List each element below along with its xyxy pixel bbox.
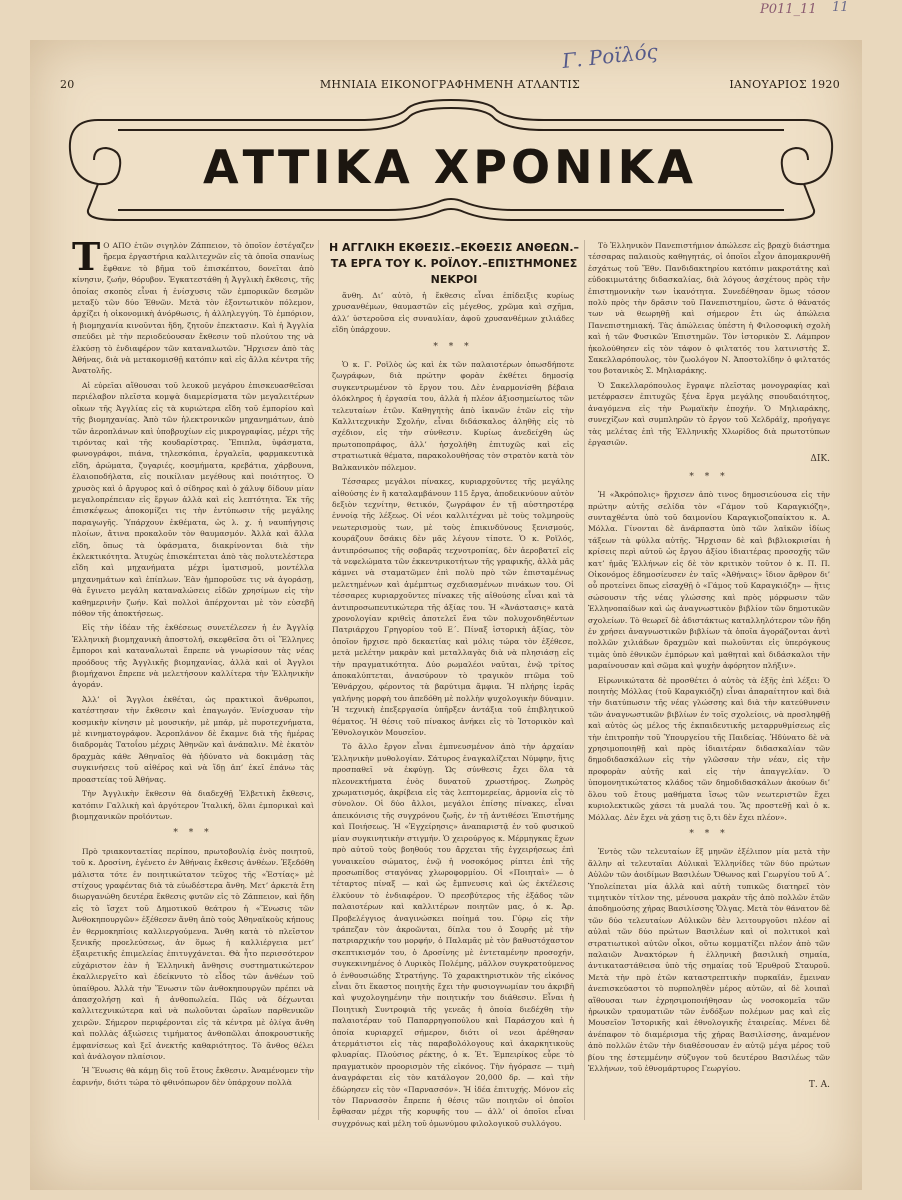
paragraph: Ἡ «Ἀκρόπολις» ἤρχισεν ἀπὸ τινος δημοσιεύουσα εἰς τὴν πρώτην αὐτῆς σελίδα τὸν «Γάμον τοῦ Καραγκιόζη», συνταχθέντα ὑπὸ τοῦ δαιμονίου Καραγκιοζοπαίκτου κ. Α. Μόλλα. Γίνονται δὲ ἀνάρπαστα ὑπὸ τῶν λαϊκῶν ἰδίως τάξεων τὰ φύλλα αὐτῆς. Ἤρχισαν δὲ καὶ βιβλιοκρισίαι ἡ κρίσεις περὶ αὐτοῦ ὡς ἔργου ἀξίου ἰδιαιτέρας προσοχῆς τῶν κατ’ ἡμᾶς Ἑλλήνων εἰς δὲ τὸν κριτικὸν τοῦτον ὁ κ. Π. Π. Οἰκονόμος ἐδημοσίευσεν ἐν ταῖς «Ἀθήναις» ἴδιον ἄρθρον δι’ οὗ προτείνει ὅπως εἰσαχθῇ ὁ «Γάμος τοῦ Καραγκιόζη» — ἥτις σώσουσιν τῆς νέας γλώσσης καὶ πρὸς μόρφωσιν τῶν Ἑλληνοπαίδων καὶ ὡς ἀναγνωστικὸν βιβλίον τῶν δημοτικῶν σχολείων. Τὸ θεωρεῖ δὲ ἀδιστάκτως καταλληλότερον τῶν ἤδη ἐν χρήσει ἀναγνωστικῶν βιβλίων τὰ ὁποῖα ἀγοράζονται ἀντὶ πολλῶν χιλιάδων δραχμῶν καὶ πωλοῦνται εἰς ὑπερόγκους τιμὰς ὑπὸ ἐθνικῶν ἐμπόρων καὶ μαθηταὶ καὶ διδάσκαλοι τὴν μαραίνουσαν καὶ σῶμα καὶ ψυχὴν ἀφόρητον πλήξιν». (588, 490, 830, 671)
paragraph: Ἀλλ’ οἱ Ἄγγλοι ἐκθέται, ὡς πρακτικοὶ ἄνθρωποι, κατέστησαν τὴν ἔκθεσιν καὶ ἐπαγωγόν. Ἐνίσχυσαν τὴν κοσμικὴν κίνησιν μὲ μουσικήν, μὲ μπάρ, μὲ πυροτεχνήματα, μὲ κινηματογράφον. Ἀεροπλάνον δὲ ἔκαμνε διὰ τῆς ἡμέρας διαδρομὰς Τατοΐου μέχρις Ἀθηνῶν καὶ ἀνάπαλιν. Μὲ ἐκατὸν δραχμὰς κάθε Ἀθηναῖος θὰ ἠδύνατο νὰ δοκιμάσῃ τὰς συγκινήσεις τοῦ αἰθέρος καὶ νὰ ἴδῃ ἀπ’ ἐκεῖ ἐπάνω τὰς προαστείας τοῦ Ἀθήνας. (72, 694, 314, 784)
magazine-name: ΜΗΝΙΑΙΑ ΕΙΚΟΝΟΓΡΑΦΗΜΕΝΗ ΑΤΛΑΝΤΙΣ (319, 78, 581, 91)
section-separator: * * * (689, 828, 729, 839)
paragraph: Ὁ Σακελλαρόπουλος ἔγραψε πλεῖστας μονογραφίας καὶ μετέφρασεν ἐπιτυχῶς ξένα ἔργα μεγάλης σπουδαιότητος, ἀναγόμενα εἰς τὴν Ρωμαϊκὴν ἐποχήν. Ὁ Μηλιαράκης, συνεχίζων καὶ συμπληρῶν τὸ ἔργον τοῦ Χελδράϊχ, προήγαγε τὰς μελέτας ἐπὶ τῆς Ἑλληνικῆς Χλωρίδος διὰ πρωτοτύπων ἐργασιῶν. (588, 380, 830, 447)
paragraph: Ἡ Ἕνωσις θὰ κάμῃ δὶς τοῦ ἔτους ἔκθεσιν. Ἀναμένομεν τὴν ἐαρινήν, διότι τώρα τὸ φθινόπωρον δὲν ὑπάρχουν πολλὰ (72, 1066, 314, 1087)
paragraph: Ἐντὸς τῶν τελευταίων ἓξ μηνῶν ἐξέλιπον μία μετὰ τὴν ἄλλην αἱ τελευταῖαι Αὐλικαὶ Ἑλληνίδες τῶν δύο πρώτων Αὐλῶν τῶν ἀοιδίμων Βασιλέων Ὄθωνος καὶ Γεωργίου τοῦ Α΄. Ὑπολείπεται μία ἀλλὰ καὶ αὐτὴ τυπικῶς διατηρεῖ τὸν τιμητικὸν τίτλον της, μένουσα μακρὰν τῆς ἀπὸ πολλῶν ἐτῶν ἀποδημούσης χήρας Βασιλίσσης Ὄλγας. Μετὰ τὸν θάνατον δὲ τῶν δύο τελευταίων Αὐλικῶν δὲν λειτουργοῦσι πλέον αἱ αὐλαὶ τῶν δύο πρώτων Βασιλέων καὶ οἱ πολιτικοὶ καὶ στρατιωτικοὶ αὐτῶν οἶκοι, οὕτω κομματίζει πλέον ἀπὸ τῶν παλαιῶν Ἀνακτόρων ἡ ἑλληνικὴ βασιλικὴ σημαία, ἀντικαταστάθεισα ὑπὸ τῆς σημαίας τοῦ Ἐρυθροῦ Σταυροῦ. Μετὰ τὴν πρὸ ἐτῶν καταστρεπτικὴν πυρκαϊάν, ἔμειναν ἀνεπισκεύαστοι τὸ πυρποληθὲν μέρος αὐτῶν, αἱ δὲ λοιπαὶ αἴθουσαι των ἐχρησιμοποιήθησαν ὡς νοσοκομεῖα τῶν ἡρωικῶν τραυματιῶν τῶν ἐνδόξων πολέμων μας καὶ εἰς Μουσεῖον Ἱστορικῆς καὶ ἐθνολογικῆς ἑταιρείας. Μένει δὲ ἀνέπαφον τὸ διαμέρισμα τῆς χήρας Βασιλίσσης, ἀναμένον ἀπὸ πολλῶν ἐτῶν τὴν διαθέσουσαν ἐν αὐτῷ μέγα μέρος τοῦ βίου της ἐστεμμένην σύζυγον τοῦ δευτέρου Βασιλέως τῶν Ἑλλήνων, τοῦ ἐθνομάρτυρος Γεωργίου. (588, 847, 830, 1074)
column-divider (318, 240, 319, 1120)
paragraph: Εἰρωνικώτατα δὲ προσθέτει ὁ αὐτὸς τὰ ἑξῆς ἐπὶ λέξει: Ὁ ποιητὴς Μόλλας (τοῦ Καραγκιόζη) εἶναι ἀπαραίτητον καὶ διὰ τὴν διατύπωσιν τῆς νέας γλώσσης καὶ διὰ τὴν κατεύθυνσιν τῶν ἀναγνωστικῶν βιβλίων ἐν τοῖς σχολείοις, νὰ προσληφθῇ καὶ αὐτὸς ὡς μέλος τῆς ἐκπαιδευτικῆς μεταρρυθμίσεως εἰς τὴν ἐπιτροπὴν τοῦ Ὑπουργείου τῆς Παιδείας. Ἠδύνατο δὲ νὰ χρησιμοποιηθῇ καὶ πρὸς ἰδιαιτέραν διδασκαλίαν τῶν δημοδιδασκάλων εἰς τὴν γλῶσσαν τὴν νέαν, εἰς τὴν προφορὰν αὐτῆς καὶ εἰς τὴν ἀπαγγελίαν. Ὁ ὑπομονητικώτατος κλάδος τῶν δημοδιδασκάλων ἀκούων δι’ ὅλου τοῦ ἔτους μαθήματα ἴσως τῶν νεωτεριστῶν ἔχει κυριολεκτικῶς χάσει τὰ μυαλά του. Ἂς προστεθῇ καὶ ὁ κ. Μόλλας. Δὲν ἔχει νὰ χάσῃ τις ὅ,τι δὲν ἔχει πλέον». (588, 675, 830, 822)
sheet-number-annotation: 11 (832, 0, 849, 15)
page-number: 20 (60, 78, 75, 91)
paragraph: Εἰς τὴν ἰδέαν τῆς ἐκθέσεως συνετέλεσεν ἡ ἐν Ἀγγλίᾳ Ἑλληνικὴ βιομηχανικὴ ἀποστολή, σκεφθεῖσα ὅτι οἱ Ἕλληνες ἔμποροι καὶ καταναλωταὶ ἔπρεπε νὰ γνωρίσουν τὰς νέας προόδους τῆς Ἀγγλικῆς βιομηχανίας, ἀλλὰ καὶ οἱ Ἀγγλοι βιομήχανοι ἔπρεπε νὰ μελετήσουν καλλίτερα τὴν Ἑλληνικὴν ἀγοράν. (72, 623, 314, 690)
paragraph: Ο ΑΠΟ ἐτῶν σιγηλὸν Ζάππειον, τὸ ὁποῖον ἐστέγαζεν ἤρεμα ἐργαστήρια καλλιτεχνῶν εἰς τὰ ὁποῖα σπανίως ἔφθανε τὸ βῆμα τοῦ ἐπισκέπτου, δονεῖται ἀπὸ κίνησιν, ζωήν, θόρυβον. Ἐγκατεστάθη ἡ Ἀγγλικὴ ἔκθεσις, τῆς ὁποίας σκοπὸς εἶναι ἡ ἐνίσχυσις τῶν ἐμπορικῶν δεσμῶν μεταξὺ τῶν δύο Ἐθνῶν. Μετὰ τὸν ἐξοντωτικὸν πόλεμον, ἀρχίζει ἡ οἰκονομικὴ ἀνόρθωσις, ἡ ἀλληλεγγύη. Τὸ ἐμπόριον, ἡ βιομηχανία κινοῦνται ἤδη, ζητοῦν ἐπεκτασιν. Καὶ ἡ Ἀγγλία σπεύδει μὲ τὴν περιοδεύουσαν ἔκθεσιν τοῦ πλούτου της νὰ ἑλκύσῃ τὸ ἐνδιαφέρον τῶν καταναλωτῶν. Ἤρχισεν ἀπὸ τὰς Ἀθήνας, διὰ νὰ μετακομισθῇ κατόπιν καὶ εἰς ἄλλα κέντρα τῆς Ἀνατολῆς. (72, 241, 314, 376)
paragraph: Τὸ ἄλλο ἔργον εἶναι ἐμπνευσμένον ἀπὸ τὴν ἀρχαίαν Ἑλληνικὴν μυθολογίαν. Σάτυρος ἐναγκαλίζεται Νύμφην, ἥτις προσπαθεῖ νὰ ἐκφύγῃ. Ὡς σύνθεσις ἔχει ὅλα τὰ πλεονεκτήματα ἑνὸς δυνατοῦ χρωστήρος. Ζωηρὸς χρωματισμός, ἀκρίβεια εἰς τὰς λεπτομερείας, ἁρμονία εἰς τὸ σύνολον. Οἱ δύο ἄλλοι, μεγάλοι ἐπίσης πίνακες, εἶναι ἀπεικόνισις τῆς συγχρόνου ζωῆς, ἐν τῇ ἀντιθέσει Ἐπιστήμης καὶ Ποιήσεως. Ἡ «Ἐγχείρησις» ἀναπαριστᾷ ἐν τοῦ φυσικοῦ μίαν συγκινητικὴν στιγμήν. Ὁ χειρούργος κ. Μέρμηγκας ἔχων πρὸ αὐτοῦ τοὺς βοηθούς του ἄρχεται τῆς ἐγχειρήσεως ἐπὶ γυναικείου σώματος, ἐνῷ ἡ νοσοκόμος ρίπτει ἐπὶ τῆς προσωπίδος σταγόνας χλωροφορμίου. Οἱ «Ποιηταὶ» — ὁ τέταρτος πίναξ — καὶ ὡς ἔμπνευσις καὶ ὡς ἐκτέλεσις ἑλκύουν τὸ ἐνδιαφέρον. Ὁ πρεσβύτερος τῆς ἑξάδος τῶν παλαιοτέρων καὶ καλλιτέρων ποιητῶν μας, ὁ κ. Ἀρ. Προβελέγγιος ἀναγινώσκει ποίημά του. Γύρῳ εἰς τὴν τράπεζαν τὸν ἀκροῶνται, δίπλα του ὁ Σουρῆς μὲ τὴν πατριαρχικήν του μορφήν, ὁ Παλαμᾶς μὲ τὸν βαθυστόχαστον σκεπτικισμόν του, ὁ Δροσίνης μὲ ἐντεταμένην προσοχήν, συγκεκινημένος ὁ Λυρικὸς Πολέμης, μᾶλλον συγκρατούμενος ὁ ἐνθουσιώδης Στρατήγης. Τὸ χαρακτηριστικὸν τῆς εἰκόνος εἶναι ὅτι ἕκαστος ποιητὴς ἔχει τὴν φυσιογνωμίαν του ἀκριβῆ καὶ ψυχολογημένην τὴν ποιητικήν του διάθεσιν. Εἶναι ἡ Ποιητικὴ Συντροφιὰ τῆς γενεᾶς ἡ ὁποία διεδέχθη τὴν παλαιοτέραν τοῦ Παπαρρηγοπούλου καὶ Παράσχου καὶ ἡ ὁποία κυριαρχεῖ σήμερον, διότι οἱ νεοι ἀρέθησαν ἀτερμάτιστοι εἰς τὰς παραβολόλογους καὶ ἀκαρκητικοὺς φλυαρίας. Πλούσιος ρέκτης, ὁ κ. Ἐτ. Ἐμπειρίκος εὗρε τὸ πραγματικὸν προορισμὸν τῆς εἰκόνος. Τὴν ἠγόρασε — τιμὴ ἀναγράφεται εἰς τὸν κατάλογον 20,000 δρ. — καὶ τὴν ἐδώρησεν εἰς τὸν «Παρνασσόν». Ἡ ἰδέα ἐπιτυχής. Μόνον εἰς τὸν Παρνασσὸν ἔπρεπε ἡ θέσις τῶν ποιητῶν οἱ ὁποῖοι ἔφθασαν μέχρι τῆς κορυφῆς του — ἀλλ’ οἱ ὁποῖοι εἶναι συγχρόνως καὶ μέλη τοῦ ὁμωνύμου φιλολογικοῦ συλλόγου. (332, 742, 574, 1128)
paragraph: Αἱ εὐρεῖαι αἴθουσαι τοῦ λευκοῦ μεγάρου ἐπισκευασθεῖσαι περιέλαβον πλεῖστα κομψὰ διαμερίσματα τῶν μεγαλειτέρων οἴκων τῆς Ἀγγλίας εἰς τὰ κυριώτερα εἴδη τοῦ ἐμπορίου καὶ τῆς βιομηχανίας. Ἀπὸ τῶν ἠλεκτρονικῶν μηχανημάτων, ἀπὸ τῶν ἀεροπλάνων καὶ ὑποβρυχίων εἰς μικρογραφίας, μέχρι τῆς τιρόντας καὶ τῆς κουδαρίστρας. Ἔπιπλα, ὑφάσματα, φωνογράφοι, πιάνα, τηλεσκόπια, ἐργαλεῖα, φαρμακευτικὰ εἴδη, ἀρώματα, ζυγαριές, κοσμήματα, κρεβάτια, χάρβουνα, ἐλαιοποδήλατα, εἰς ποικίλιαν μεγέθους καὶ ποιότητος. Ὁ χρυσὸς καὶ ὁ ἄργυρος καὶ ὁ σίδηρος καὶ ὁ χάλυψ δίδουν μίαν μεγαλοπρέπειαν εἰς ἔργων ἀλλὰ καὶ εἰς λεπτότητα. Ἐκ τῆς ἐπισκέψεως ἀποκομίζει τις τὴν ἐντύπωσιν τῆς μεγάλης παραγωγῆς. Ὑπάρχουν ἐκθέματα, ὡς λ. χ. ἡ ναυπήγησις πλοίων, ἄτινα προκαλοῦν τὸν θαυμασμόν. Ἀλλὰ καὶ ἄλλα εἴδη, ὅπως τὰ ὑφάσματα, διακρίνονται διὰ τὴν ἐκλεκτικότητα. Ἀτυχὼς ἐπισκέπτεται ἀπὸ τὰς πολυτελέστερα εἴδη καὶ μηχανήματα μέχρι ἰματισμοῦ, μοντέλλα μηχανημάτων καὶ ἐπίπλων. Ἐὰν ἠμποροῦσε τις νὰ ἀγοράσῃ, θὰ ἔγινετο μεγάλη καταναλώσεις εἰδῶν χρησίμων εἰς τὴν καθημερινὴν ζωήν. Καὶ πολλοὶ ἀπέρχονται μὲ τὸν εὐσεβῆ πόθον τῆς ἀποκτήσεως. (72, 380, 314, 618)
section-separator: * * * (689, 471, 729, 482)
article-subheading: Η ΑΓΓΛΙΚΗ ΕΚΘΕΣΙΣ.–ΕΚΘΕΣΙΣ ΑΝΘΕΩΝ.–ΤΑ ΕΡΓΑ ΤΟΥ Κ. ΡΟΪΛΟΥ.–ΕΠΙΣΤΗΜΟΝΕΣ ΝΕΚΡΟΙ (328, 241, 580, 286)
section-separator: * * * (173, 828, 213, 839)
paragraph: ἄνθη. Δι’ αὐτὸ, ἡ ἔκθεσις εἶναι ἐπίδειξις κυρίως χρυσανθέμων, θαυμαστῶν εἰς μέγεθος, χρῶμα καὶ σχῆμα, ἀλλ’ ὑστεροῦσα εἰς συναυλίαν, ἀφοῦ χρυσανθέμων χιλιάδες εἴδη ὑπάρχουν. (332, 291, 574, 335)
column-right (588, 240, 830, 1125)
archive-code-annotation: P011_11 (760, 2, 817, 17)
column-left (72, 234, 314, 1125)
author-initials: Τ. Α. (808, 1080, 830, 1091)
paragraph: Τὸ Ἑλληνικὸν Πανεπιστήμιον ἀπώλεσε εἰς βραχὺ διάστημα τέσσαρας παλαιοὺς καθηγητάς, οἱ ὁποῖοι εἶχον ἀπομακρυνθῆ ἐσχάτως τοῦ Ἔθν. Πανδιδακτηρίου κατόπιν μακροτάτης καὶ εὐδοκιμωτάτης διδασκαλίας, διὰ λόγους ἀσχέτους πρὸς τὴν ἐπιστημονικὴν των ἱκανότητα. Συνεδέθησαν ὅμως τόσον πολὺ πρὸς τὴν δρᾶσιν τοῦ Πανεπιστημίου, ὥστε ὁ θάνατός των νὰ θεωρηθῇ καὶ σήμερον ἔτι ὡς ἀπώλεια Πανεπιστημιακή. Τὰς ἀπώλειας ὑπέστη ἡ Φιλοσοφικὴ σχολὴ καὶ ἡ τῶν Φυσικῶν Ἐπιστημῶν. Τὸν ἱστορικὸν Σ. Λάμπρον ἠκολούθησεν εἰς τὸν τάφον ὁ φιλτατός του λατινιστὴς Σ. Σακελλαρόπουλος, τὸν ζωολόγον Ν. Ἀποστολίδην ὁ φιλτατός του βοτανικὸς Σ. Μηλιαράκης. (588, 241, 830, 376)
running-header (60, 78, 840, 96)
page-title: ΑΤΤΙΚΑ ΧΡΟΝΙΚΑ (203, 140, 697, 194)
paragraph: Ὁ κ. Γ. Ροϊλὸς ὡς καὶ ἐκ τῶν παλαιοτέρων ὁπωσδήποτε ζωγράφων, διὰ πρώτην φορὰν ἐκθέτει δημοσίᾳ συγκεντρωμένον τὸ ἔργον του. Δὲν ἐναρμονίσθη βέβαια ὁλόκληρος ἡ ἐργασία του, ἀλλὰ ἡ πλέον ἀξιοσημείωτος τῶν τελευταίων ἐτῶν. Καθηγητὴς ἀπὸ ἱκανῶν ἐτῶν εἰς τὴν Καλλιτεχνικὴν Σχολήν, εἶναι διδάσκαλος ἀληθὴς εἰς τὸ σχέδιον, εἰς τὴν σύνθεσιν. Κυρίως ἀνεδείχθη ὡς πρωτοποπράφος, ἀλλ’ ἠσχολήθη ἐπιτυχῶς καὶ εἰς στρατιωτικὰ θέματα, παρακολουθήσας τὸν στρατὸν κατὰ τὸν Βαλκανικὸν πόλεμον. (332, 360, 574, 472)
author-initials: ΔΙΚ. (810, 454, 830, 465)
handwritten-annotation: Γ. Ροϊλός (561, 39, 659, 73)
paragraph: Τέσσαρες μεγάλοι πίνακες, κυριαρχοῦντες τῆς μεγάλης αἰθούσης ἐν ἣ καταλαμβάνουν 115 ἔργα, ἀποδεικνύουν αὐτὸν δεξιὸν τεχνίτην, θετικόν, ζωγράφον ἐν τῇ αὐστηροτέρᾳ ἐννοίᾳ τῆς λέξεως. Οἱ νέοι καλλιτέχναι μὲ τοὺς τολμηροὺς νεωτερισμοὺς των, μὲ τοὺς ἐπικινδύνους ξενισμούς, κουράζουν ὅσάκις δὲν μᾶς λέγουν τίποτε. Ὁ κ. Ροϊλός, ἀντιπρόσωπος τῆς σοβαρᾶς τεχνοτροπίας, δὲν ἀεροβατεῖ εἰς τὰ νεφελώματα τῶν ἐκκεντρικοτήτων τῆς γραφικῆς, ἀλλὰ μᾶς κάμνει νὰ σταματῶμεν ἐπὶ πολὺ πρὸ τῶν ἐπισταμένως μελετημένων καὶ ἀμέμπτως σχεδιασμένων πινάκων του. Οἱ τέσσαρες κυριαρχοῦντες πίνακες τῆς αἰθούσης εἶναι καὶ τὰ ἀντιπροσωπευτικώτερα τῆς ἀξίας του. Ἡ «Ἀνάστασις» κατὰ χρονολογίαν κριθεὶς ἀποτελεῖ ἕνα τῶν πολυχονδηθέντων Πατριάρχου Γρηγορίου τοῦ Ε΄. Πίναξ ἱστορικὴ ἀξίας, τὸν ὁποῖον ἤρχισε πρὸ δεκαετίας καὶ μόλις τώρα τὸν ἐξέθεσε, μετὰ μελέτην μακρὰν καὶ μεταλλαγὰς διὰ νὰ πλησιάσῃ εἰς τὴν πραγματικότητα. Δύο ρωμαλέοι ναῦται, ἐνῷ τρίτος ἀποκαλύπτεται, ἀνασύρουν τὸ τραγικὸν πτῶμα τοῦ Ἐθνάρχου, φέροντος τὰ βαρύτιμα ἄμφια. Ἡ πλήρης ἱερᾶς γαλήνης μορφὴ του ἀπεδόθη μὲ πολλὴν ψυχολογικὴν δύναμιν. Ἡ τεχνικὴ ἐπεξεργασία ὑπῆρξεν ἀντάξια τοῦ ἐπιβλητικοῦ θέματος. Ἡ θέσις τοῦ πίνακος ἀνήκει εἰς τὸ Ἱστορικὸν καὶ Ἐθνολογικὸν Μουσεῖον. (332, 477, 574, 738)
column-divider (584, 240, 585, 1120)
drop-cap: Τ (72, 234, 101, 279)
paragraph: Πρὸ τριακονταετίας περίπου, πρωτοβουλίᾳ ἑνὸς ποιητοῦ, τοῦ κ. Δροσίνη, ἐγένετο ἐν Ἀθήναις ἔκθεσις ἀνθέων. Ἐξεδόθη μάλιστα τότε ἐν ποιητικώτατον τεῦχος τῆς «Ἑστίας» μὲ στίχους γραφέντας διὰ τὰ εὐωδέστερα ἄνθη. Μετ’ ἀρκετὰ ἔτη διωργανώθη δευτέρα ἔκθεσις φυτῶν εἰς τὸ Ζάππειον, καὶ ἤδη εἰς τὸ ἴσχετ τοῦ Δημοτικοῦ θεάτρου ἡ «Ἕνωσις τῶν Ἀνθοκηπουργῶν» ἐξέθεσεν ἄνθη ἀπὸ τοὺς Ἀθηναϊκοὺς κήπους ἐν θερμοκηπίοις καλλιεργούμενα. Ἄνθη κατὰ τὸ πλεῖστον ξενικῆς προελεύσεως, ἀν ὅμως ἡ καλλιέργεια μετ’ ἐξαιρετικῆς ἐπιμελείας ἐπιτυγχάνεται. Θὰ ἦτο περισσότερον εὐχάριστον ἐὰν ἡ Ἑλληνικὴ ἄνθησις συστηματικώτερον ἐκαλλιεργεῖτο καὶ ἐδείκνυτο τὸ εἶδος τῶν ἀνθέων τοῦ ὑπαίθρου. Ἀλλὰ τὴν Ἕνωσιν τῶν ἀνθοκηπουργῶν πρέπει νὰ ἀπασχολήσῃ καὶ ἡ ἀνθοπωλεία. Πῶς νὰ δέχωνται καλλιτεχνικώτερα καὶ νὰ πωλοῦνται ὡραῖων παρθενικῶν χειρῶν. Σήμερον περιφέρονται εἰς τὰ κέντρα μὲ ὀλίγα ἄνθη καὶ πολλὰς ἀξιώσεις τιμήματος ἀνθοπῶλαι ἀποκρουστικῆς ἐμφανίσεως καὶ ξεῖ ἀνεκτῆς καθαριότητος. Τὸ ἄνθος θέλει καὶ ἀνάλογον πλαίσιον. (72, 846, 314, 1062)
issue-date: ΙΑΝΟΥΑΡΙΟΣ 1920 (729, 78, 840, 91)
paragraph: Τὴν Ἀγγλικὴν ἔκθεσιν θὰ διαδεχθῇ Ἑλβετικὴ ἔκθεσις, κατόπιν Γαλλικὴ καὶ ἀργότερον Ἰταλική, ὅλαι ἐμπορικαὶ καὶ βιομηχανικῶν προϊόντων. (72, 789, 314, 821)
column-middle (332, 290, 574, 1128)
section-separator: * * * (433, 341, 473, 352)
